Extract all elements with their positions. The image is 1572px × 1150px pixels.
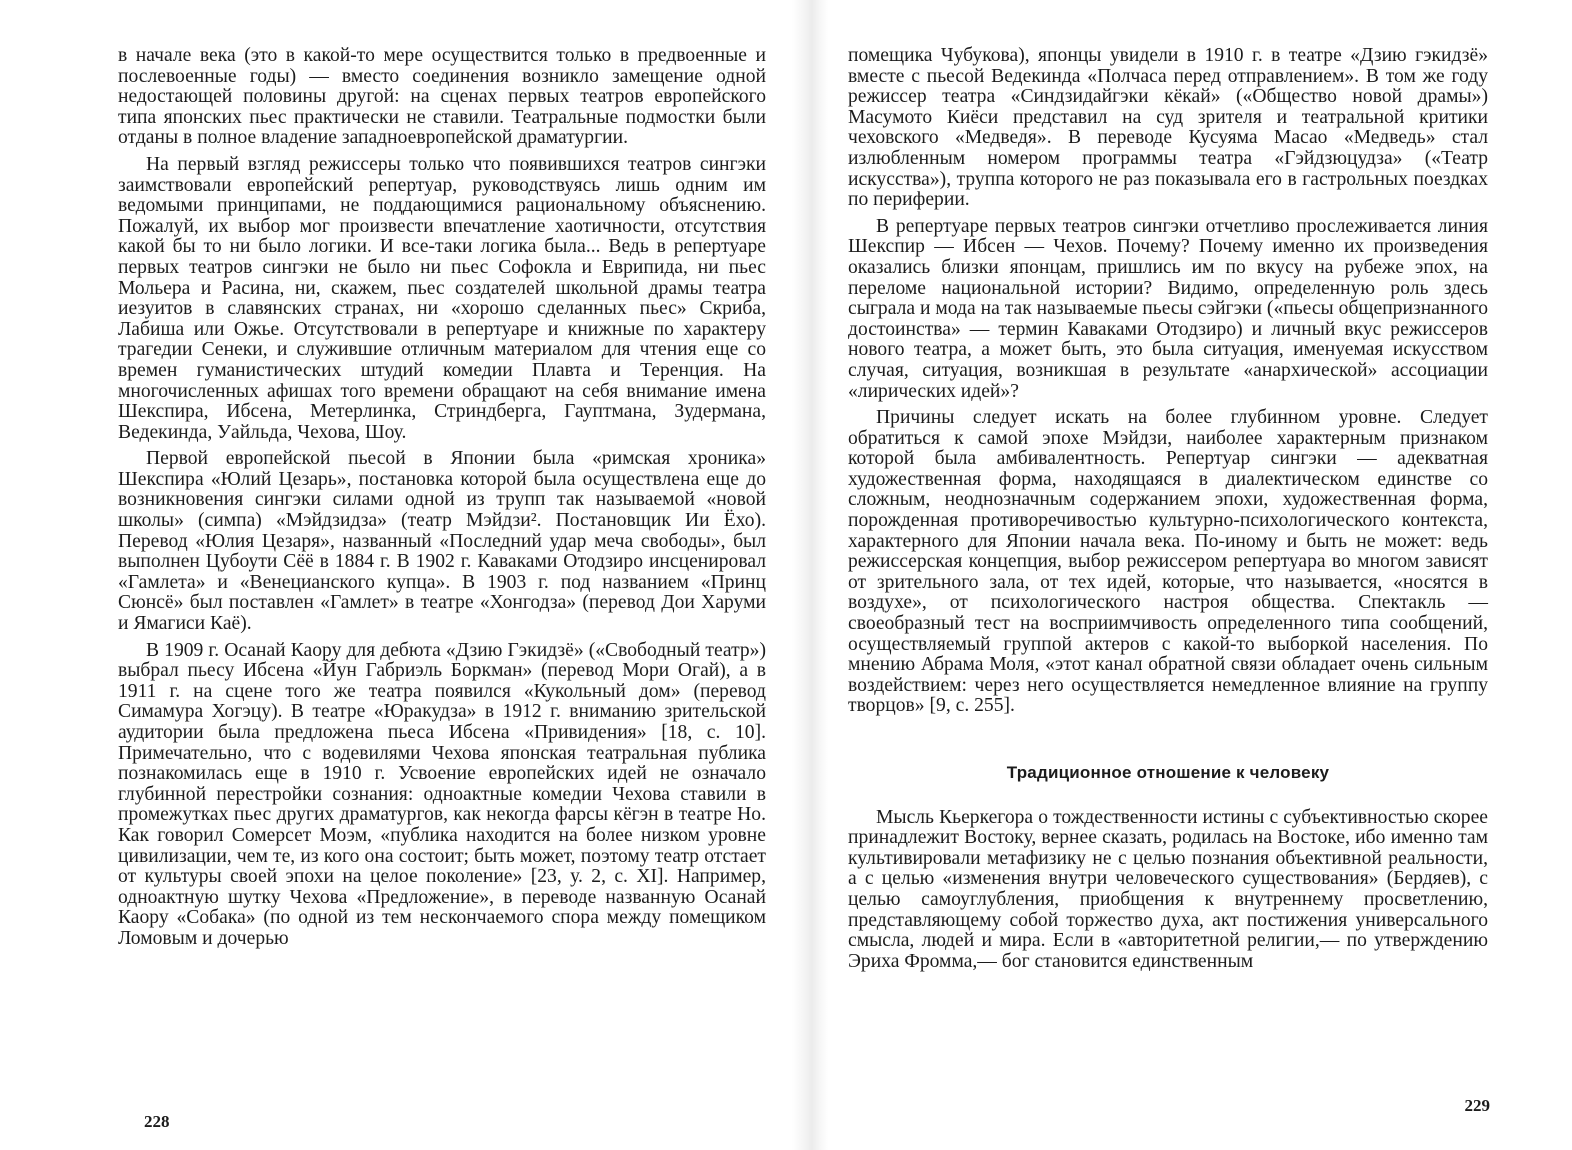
- right-page: [828, 0, 1572, 1150]
- paragraph: В репертуаре первых театров сингэки отчетливо прослеживается линия Шекспир — Ибсен — Чехов. Почему? Почему именно их произведения оказались близки японцам, пришлись им по вкусу на рубеже эпох, на переломе национальной истории? Видимо, определенную роль здесь сыграла и мода на так называемые пьесы сэйгэки («пьесы общепризнанного достоинства» — термин Каваками Отодзиро) и личный вкус режиссеров нового театра, а может быть, это была ситуация, именуемая искусством случая, ситуация, возникшая в результате «анархической» ассоциации «лирических идей»?: [848, 215, 1488, 402]
- right-page-text: [848, 46, 1488, 972]
- paragraph: в начале века (это в какой-то мере осуществится только в предвоенные и послевоенные годы) — вместо соединения возникло замещение одной недостающей половины другой: на сценах первых театров европейского типа японских пьес практически не ставили. Театральные подмостки были отданы в полное владение западноевропейской драматургии.: [118, 45, 766, 149]
- paragraph: На первый взгляд режиссеры только что появившихся театров сингэки заимствовали европейский репертуар, руководствуясь лишь одним им ведомыми принципами, не поддающимися рациональному объяснению. Пожалуй, их выбор мог произвести впечатление хаотичности, отсутствия какой бы то ни было логики. И все-таки логика была... Ведь в репертуаре первых театров сингэки не было ни пьес Софокла и Еврипида, ни пьес Мольера и Расина, ни, скажем, пьес создателей школьной драмы театра иезуитов в славянских странах, ни «хорошо сделанных пьес» Скриба, Лабиша или Ожье. Отсутствовали в репертуаре и книжные по характеру трагедии Сенеки, и служившие отличным материалом для чтения еще со времен гуманистических штудий комедии Плавта и Теренция. На многочисленных афишах того времени обращают на себя внимание имена Шекспира, Ибсена, Метерлинка, Стриндберга, Гауптмана, Зудермана, Ведекинда, Уайльда, Чехова, Шоу.: [118, 153, 766, 443]
- paragraph: Причины следует искать на более глубинном уровне. Следует обратиться к самой эпохе Мэйдзи, наиболее характерным признаком которой была амбивалентность. Репертуар сингэки — адекватная художественная форма, находящаяся в диалектическом единстве со сложным, неоднозначным содержанием эпохи, художественная форма, порожденная противоречивостью культурно-психологического контекста, характерного для Японии начала века. По-иному и быть не может: ведь режиссерская концепция, выбор режиссером репертуара во многом зависят от зрительного зала, от тех идей, которые, что называется, «носятся в воздухе», от психологического настроя общества. Спектакль — своеобразный тест на восприимчивость определенного типа сообщений, осуществляемый группой актеров с какой-то выборкой населения. По мнению Абрама Моля, «этот канал обратной связи обладает очень сильным воздействием: через него осуществляется немедленное влияние на группу творцов» [9, с. 255].: [848, 407, 1488, 717]
- left-page-text: [118, 46, 766, 950]
- page-number-right: 229: [1464, 1096, 1490, 1115]
- section-heading: Традиционное отношение к человеку: [1006, 763, 1330, 782]
- page-number-left: 228: [144, 1112, 170, 1131]
- paragraph: В 1909 г. Осанай Каору для дебюта «Дзию Гэкидзё» («Свободный театр») выбрал пьесу Ибсена «Йун Габриэль Боркман» (перевод Мори Огай), а в 1911 г. на сцене того же театра появился «Кукольный дом» (перевод Симамура Хогэцу). В театре «Юракудза» в 1912 г. вниманию зрительской аудитории была предложена пьеса Ибсена «Привидения» [18, с. 10]. Примечательно, что с водевилями Чехова японская театральная публика познакомилась еще в 1910 г. Усвоение европейских идей не означало глубинной перестройки сознания: одноактные комедии Чехова ставили в промежутках пьес других драматургов, как некогда фарсы кёгэн в театре Но. Как говорил Сомерсет Моэм, «публика находится на более низком уровне цивилизации, чем те, из кого она состоит; быть может, поэтому театр отстает от культуры своей эпохи на целое поколение» [23, у. 2, с. XI]. Например, одноактную шутку Чехова «Предложение», в переводе названную Осанай Каору «Собака» (по одной из тем нескончаемого спора между помещиком Ломовым и дочерью: [118, 639, 766, 949]
- paragraph: помещика Чубукова), японцы увидели в 1910 г. в театре «Дзию гэкидзё» вместе с пьесой Ведекинда «Полчаса перед отправлением». В том же году режиссер театра «Синдзидайгэки кёкай» («Общество новой драмы») Масумото Киёси представил на суд зрителя и театральной критики чеховского «Медведя». В переводе Кусуяма Масао «Медведь» стал излюбленным номером программы театра «Гэйдзюцудза» («Театр искусства»), труппа которого не раз показывала его в гастрольных поездках по периферии.: [848, 45, 1488, 211]
- paragraph: Первой европейской пьесой в Японии была «римская хроника» Шекспира «Юлий Цезарь», постановка которой была осуществлена еще до возникновения сингэки силами одной из трупп так называемой «новой школы» (симпа) «Мэйдзидза» (театр Мэйдзи². Постановщик Ии Ёхо). Перевод «Юлия Цезаря», названный «Последний удар меча свободы», был выполнен Цубоути Сёё в 1884 г. В 1902 г. Каваками Отодзиро инсценировал «Гамлета» и «Венецианского купца». В 1903 г. под названием «Принц Сюнсё» был поставлен «Гамлет» в театре «Хонгодза» (перевод Дои Харуми и Ямагиси Каё).: [118, 448, 766, 635]
- book-gutter: [792, 0, 828, 1150]
- paragraph: Мысль Кьеркегора о тождественности истины с субъективностью скорее принадлежит Востоку, вернее сказать, родилась на Востоке, ибо именно там культивировали метафизику не с целью познания объективной реальности, а с целью «изменения внутри человеческого существования» (Бердяев), с целью самоуглубления, приобщения к внутреннему просветлению, представляющему собой торжество духа, акт постижения универсального смысла, людей и мира. Если в «авторитетной религии,— по утверждению Эриха Фромма,— бог становится единственным: [848, 806, 1488, 972]
